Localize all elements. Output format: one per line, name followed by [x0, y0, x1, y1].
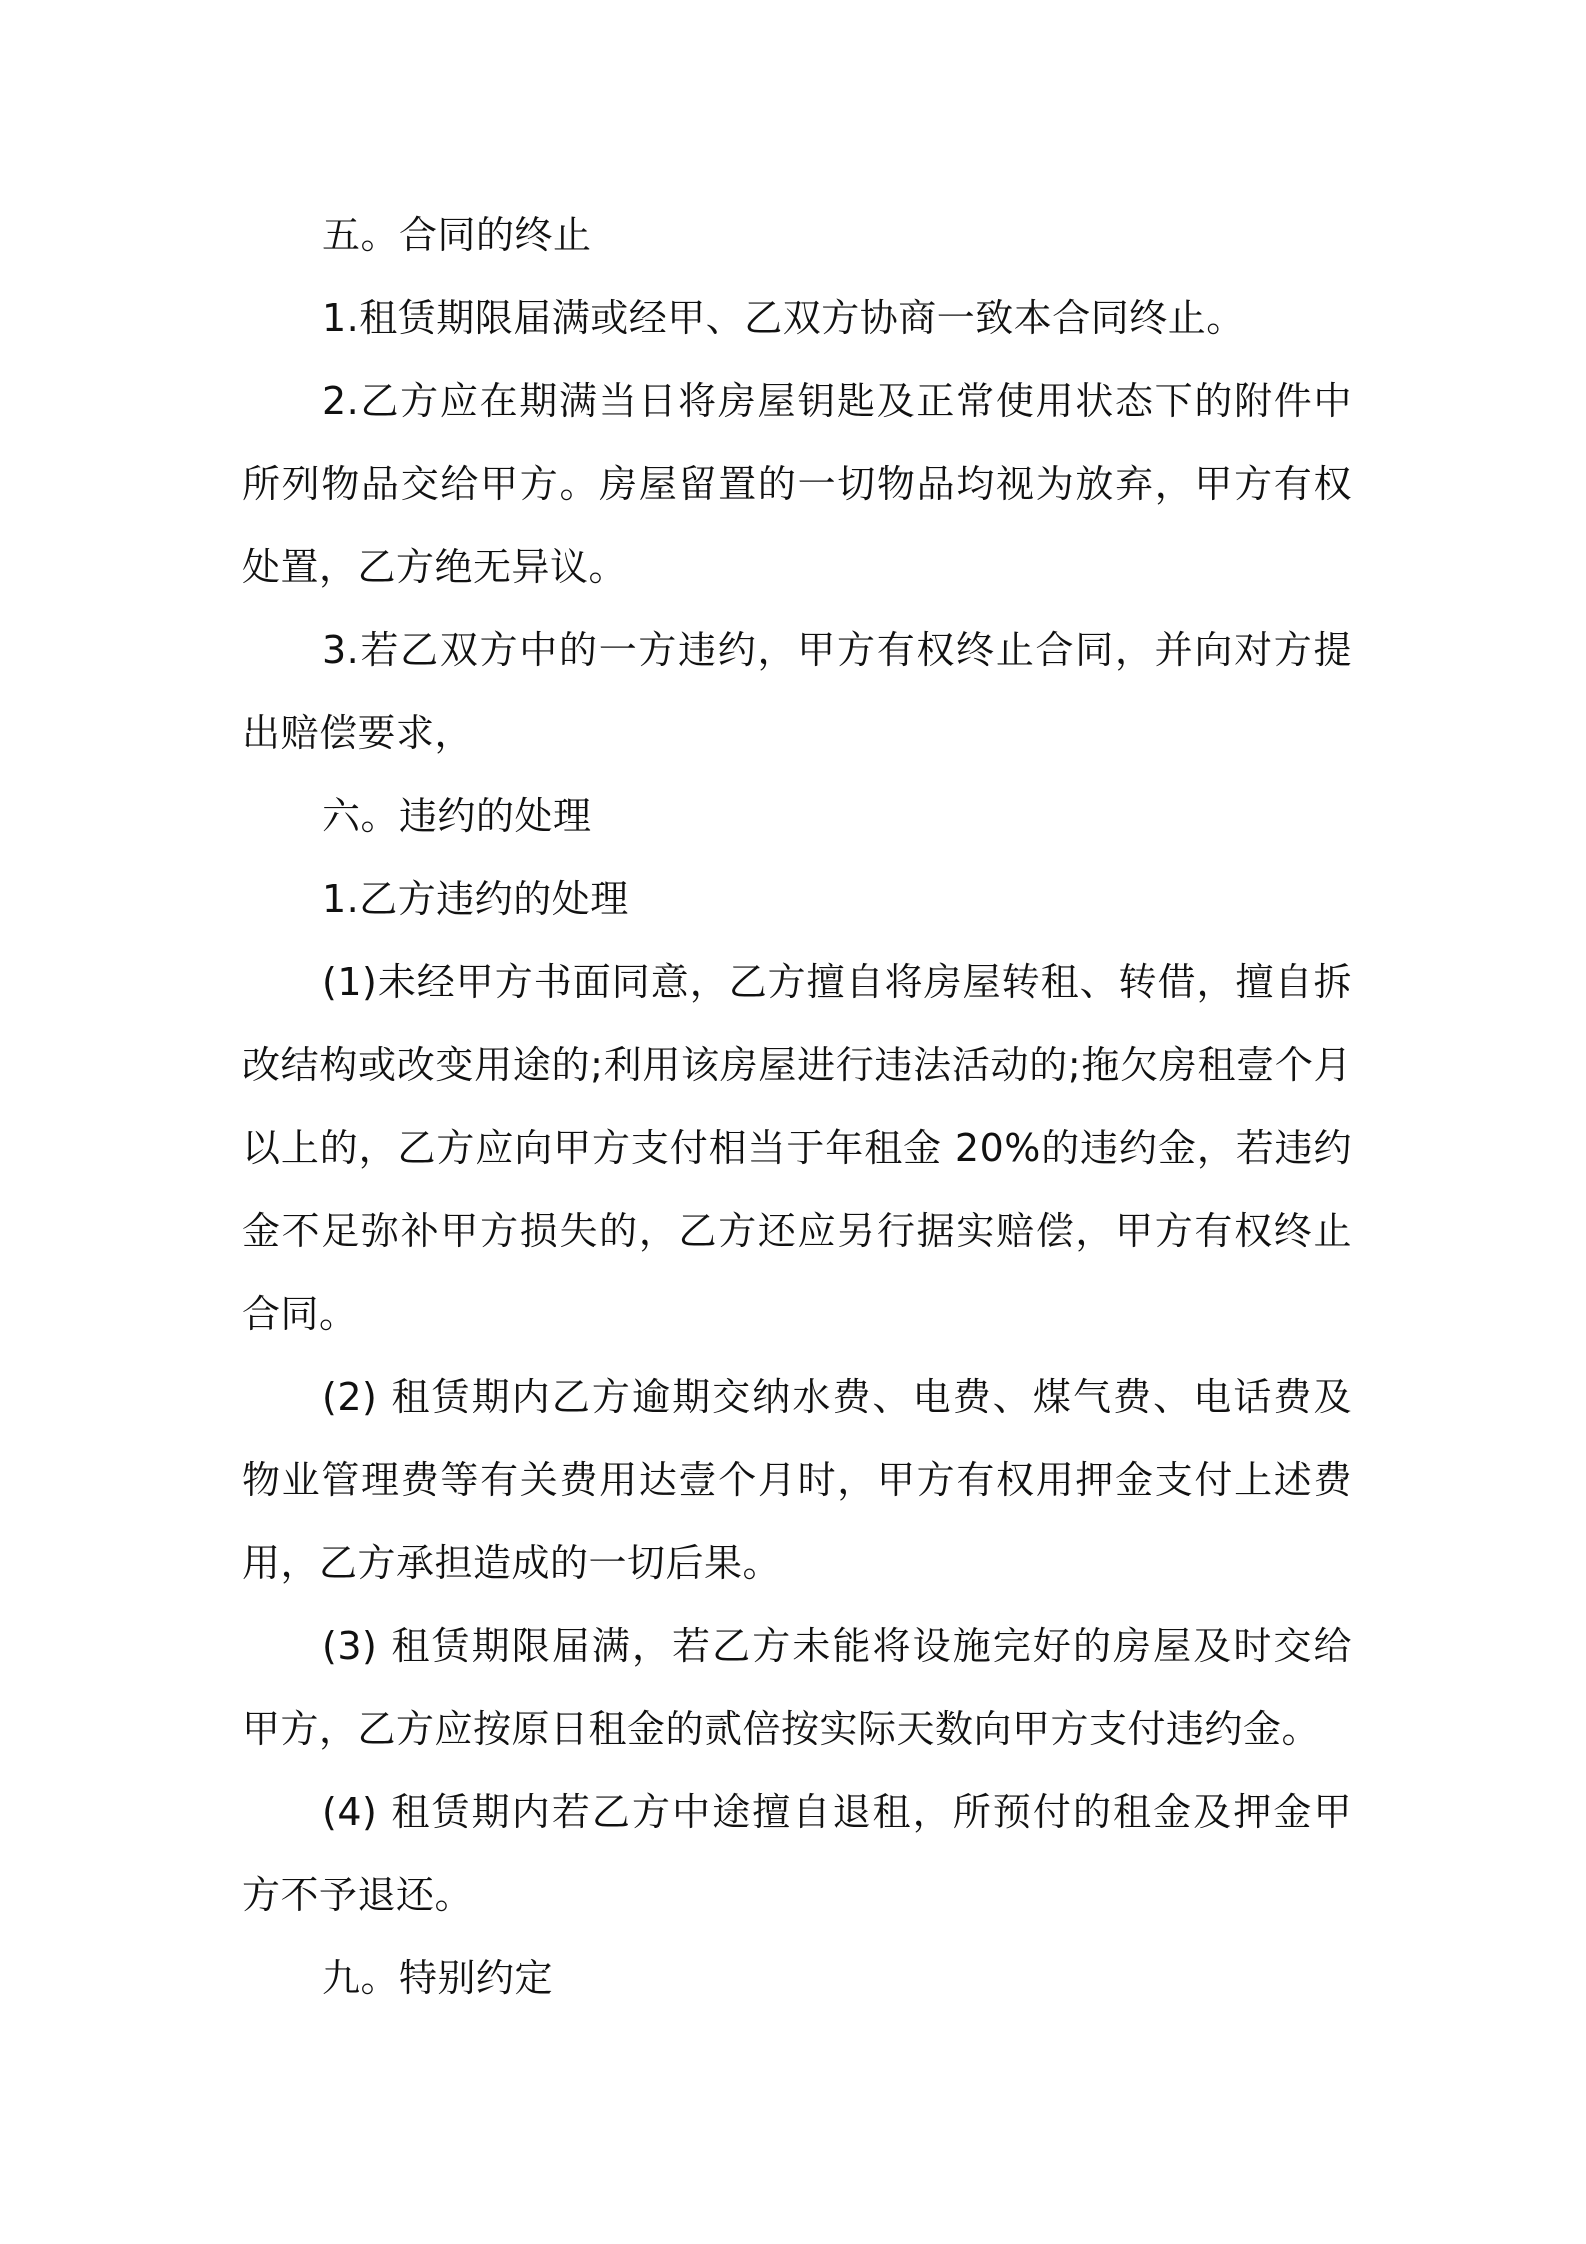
document-body: [242, 194, 1352, 2020]
subsection-heading: 1.乙方违约的处理: [322, 877, 629, 921]
clause-paragraph: 1.租赁期限届满或经甲、乙双方协商一致本合同终止。: [322, 296, 1245, 340]
clause-paragraph: (1)未经甲方书面同意，乙方擅自将房屋转租、转借，擅自拆改结构或改变用途的;利用该房屋进行违法活动的;拖欠房租壹个月以上的，乙方应向甲方支付相当于年租金 20%的违约金，若违约金不足弥补甲方损失的，乙方还应另行据实赔偿，甲方有权终止合同。: [242, 960, 1352, 1336]
section-heading-special-terms: 九。特别约定: [322, 1956, 554, 2000]
clause-paragraph: (2) 租赁期内乙方逾期交纳水费、电费、煤气费、电话费及物业管理费等有关费用达壹个月时，甲方有权用押金支付上述费用，乙方承担造成的一切后果。: [242, 1375, 1352, 1585]
clause-paragraph: 2.乙方应在期满当日将房屋钥匙及正常使用状态下的附件中所列物品交给甲方。房屋留置的一切物品均视为放弃，甲方有权处置，乙方绝无异议。: [242, 379, 1352, 589]
section-heading-breach: 六。违约的处理: [322, 794, 592, 838]
clause-paragraph: (4) 租赁期内若乙方中途擅自退租，所预付的租金及押金甲方不予退还。: [242, 1790, 1352, 1917]
clause-paragraph: (3) 租赁期限届满，若乙方未能将设施完好的房屋及时交给甲方，乙方应按原日租金的贰倍按实际天数向甲方支付违约金。: [242, 1624, 1352, 1751]
section-heading-termination: 五。合同的终止: [322, 213, 592, 257]
clause-paragraph: 3.若乙双方中的一方违约，甲方有权终止合同，并向对方提出赔偿要求，: [242, 628, 1352, 755]
